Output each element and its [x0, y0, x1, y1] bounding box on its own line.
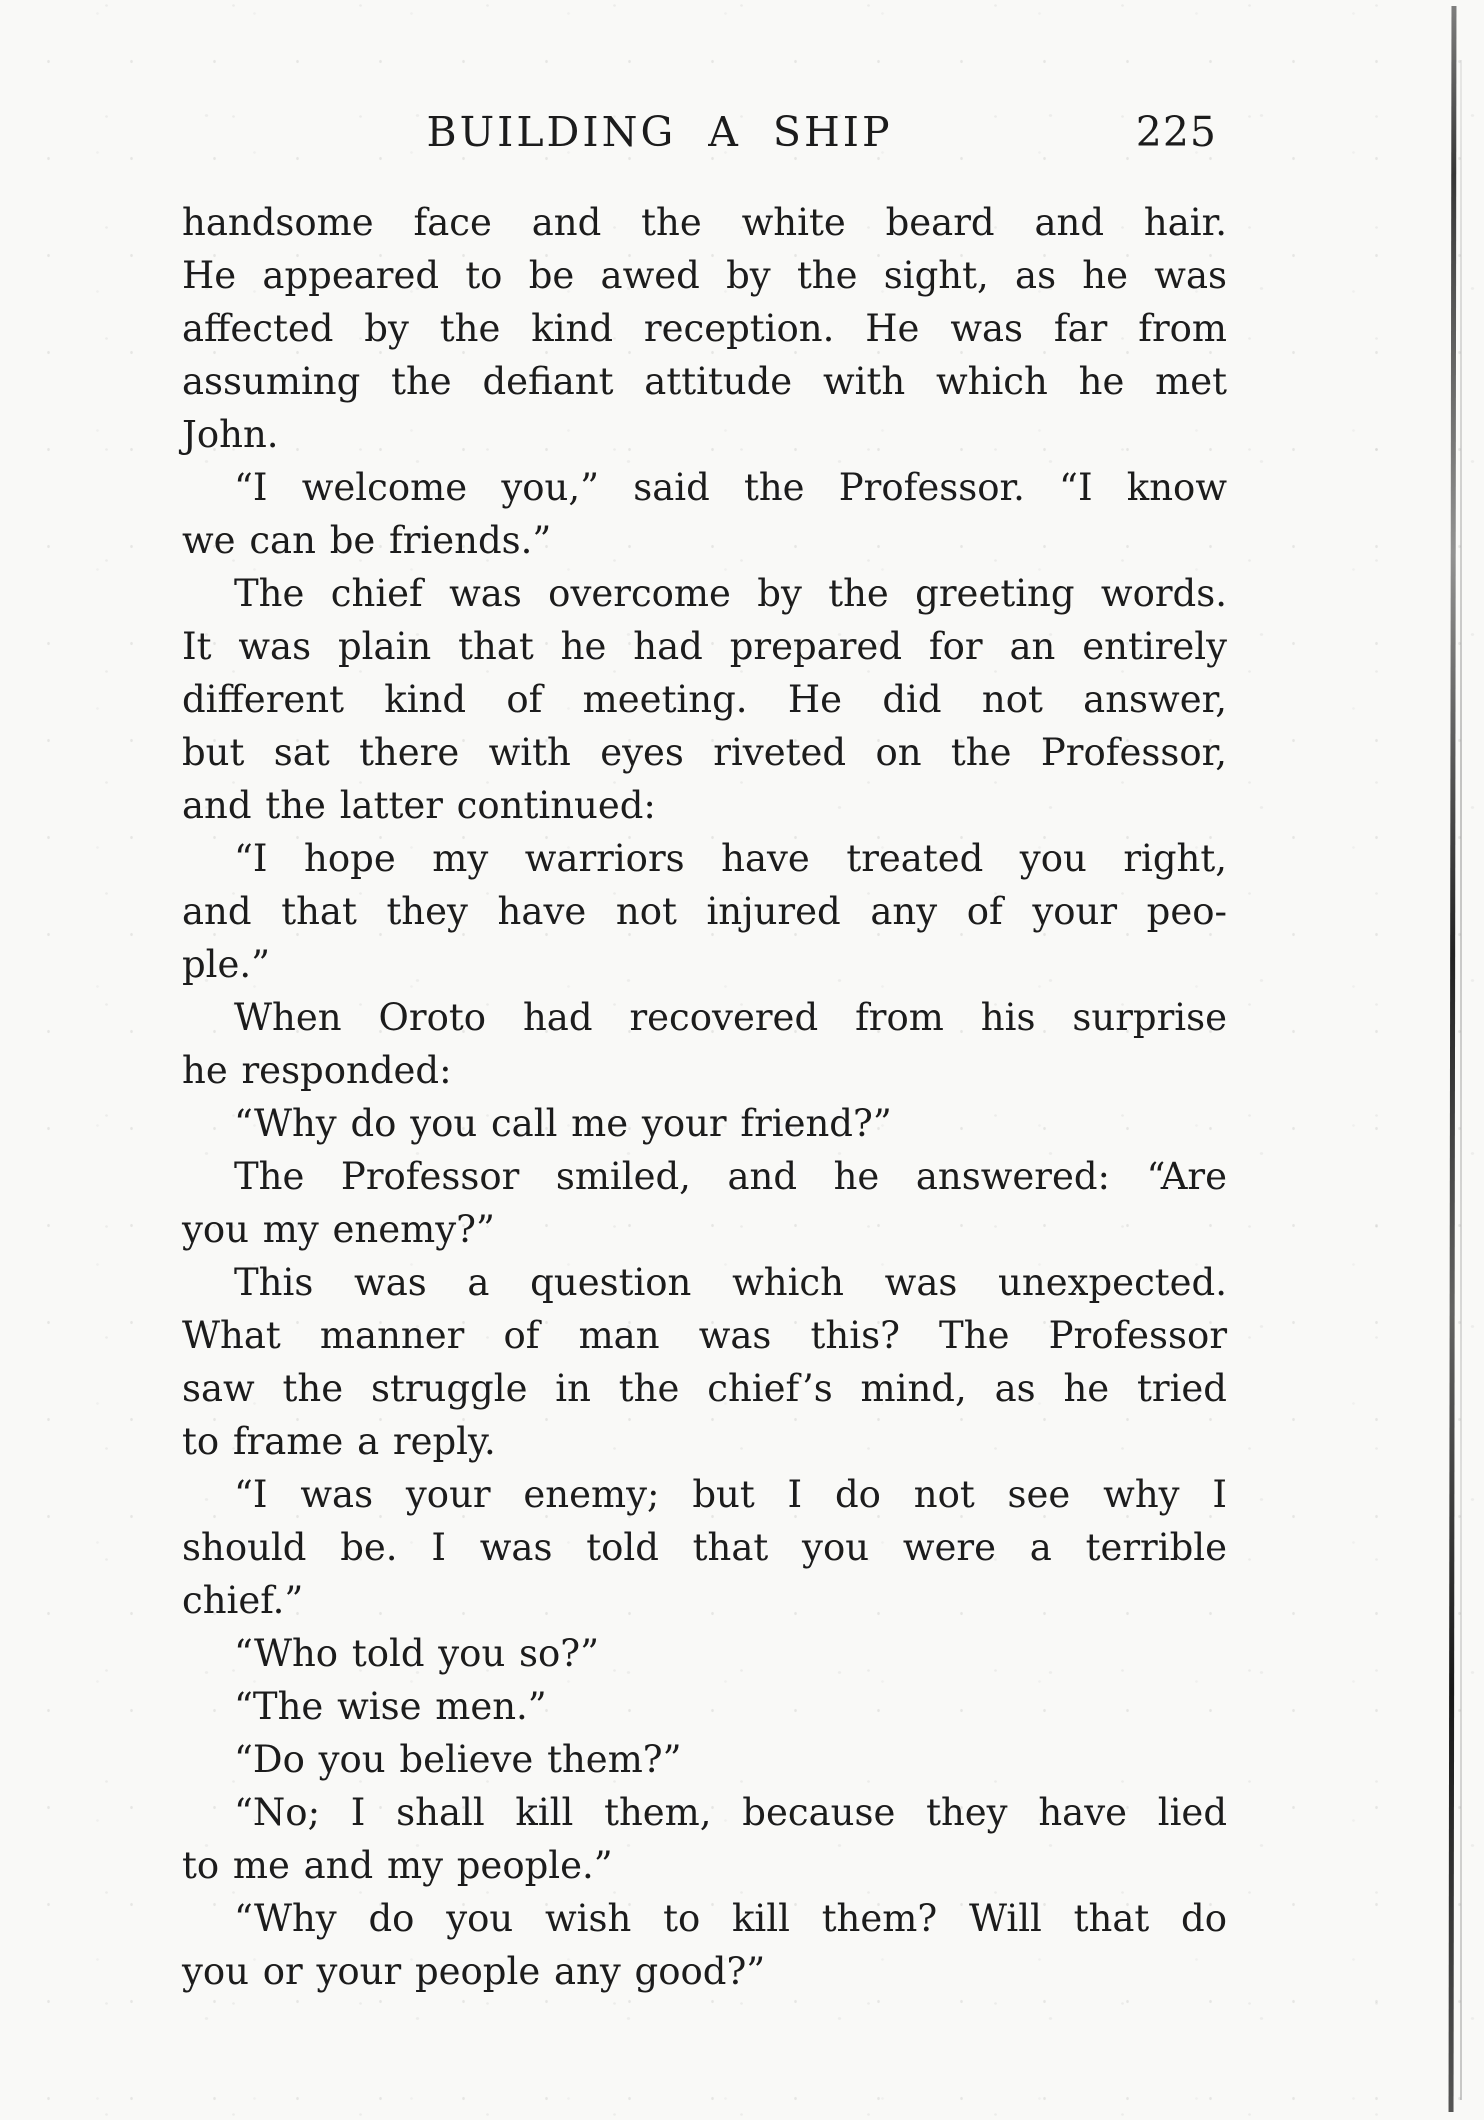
- text-line: “No; I shall kill them, because they have lied: [234, 1791, 1227, 1834]
- paragraph: [182, 832, 1227, 991]
- paragraph: [182, 1786, 1227, 1892]
- page-frame: [182, 108, 1227, 1998]
- text-line: The chief was overcome by the greeting words.: [234, 572, 1227, 615]
- text-line: “Do you believe them?”: [234, 1738, 682, 1781]
- text-line: to frame a reply.: [182, 1420, 496, 1463]
- text-line: to me and my people.”: [182, 1844, 613, 1887]
- text-line: The Professor smiled, and he answered: “Are: [234, 1155, 1227, 1198]
- text-line: This was a question which was unexpected.: [234, 1261, 1227, 1304]
- scan-edge-line: [1449, 6, 1457, 2112]
- text-line: What manner of man was this? The Professor: [182, 1314, 1227, 1357]
- page-body: [182, 196, 1227, 1998]
- text-line: handsome face and the white beard and hair.: [182, 201, 1227, 244]
- page-header: [182, 108, 1227, 166]
- text-line: but sat there with eyes riveted on the Professor,: [182, 731, 1227, 774]
- page-number: 225: [1135, 108, 1217, 156]
- text-line: “Why do you call me your friend?”: [234, 1102, 892, 1145]
- paragraph: [182, 991, 1227, 1097]
- text-line: we can be friends.”: [182, 519, 552, 562]
- paragraph: [182, 461, 1227, 567]
- text-line: It was plain that he had prepared for an entirely: [182, 625, 1227, 668]
- text-line: “Who told you so?”: [234, 1632, 600, 1675]
- text-line: he responded:: [182, 1049, 452, 1092]
- text-line: and the latter continued:: [182, 784, 656, 827]
- paragraph: [182, 1150, 1227, 1256]
- text-line: “The wise men.”: [234, 1685, 547, 1728]
- paragraph: [182, 1627, 1227, 1680]
- text-line: you my enemy?”: [182, 1208, 495, 1251]
- paragraph: [182, 1097, 1227, 1150]
- paragraph: [182, 1680, 1227, 1733]
- paragraph: [182, 1256, 1227, 1468]
- text-line: “Why do you wish to kill them? Will that do: [234, 1897, 1227, 1940]
- text-line: you or your people any good?”: [182, 1950, 766, 1993]
- text-line: “I welcome you,” said the Professor. “I know: [234, 466, 1227, 509]
- text-line: He appeared to be awed by the sight, as he was: [182, 254, 1227, 297]
- paragraph: [182, 1892, 1227, 1998]
- scan-edge-line-faint: [1460, 60, 1462, 2100]
- paragraph: [182, 1733, 1227, 1786]
- text-line: ple.”: [182, 943, 271, 986]
- paragraph: [182, 1468, 1227, 1627]
- text-line: “I was your enemy; but I do not see why I: [234, 1473, 1227, 1516]
- running-title: BUILDING A SHIP: [426, 108, 893, 156]
- paragraph: [182, 567, 1227, 832]
- text-line: and that they have not injured any of your peo-: [182, 890, 1227, 933]
- text-line: chief.”: [182, 1579, 304, 1622]
- text-line: saw the struggle in the chief’s mind, as he tried: [182, 1367, 1227, 1410]
- text-line: assuming the defiant attitude with which he met: [182, 360, 1227, 403]
- text-line: John.: [182, 413, 279, 456]
- text-line: different kind of meeting. He did not answer,: [182, 678, 1227, 721]
- text-line: should be. I was told that you were a terrible: [182, 1526, 1227, 1569]
- text-line: “I hope my warriors have treated you right,: [234, 837, 1227, 880]
- text-line: When Oroto had recovered from his surprise: [234, 996, 1227, 1039]
- text-line: affected by the kind reception. He was far from: [182, 307, 1227, 350]
- paragraph: [182, 196, 1227, 461]
